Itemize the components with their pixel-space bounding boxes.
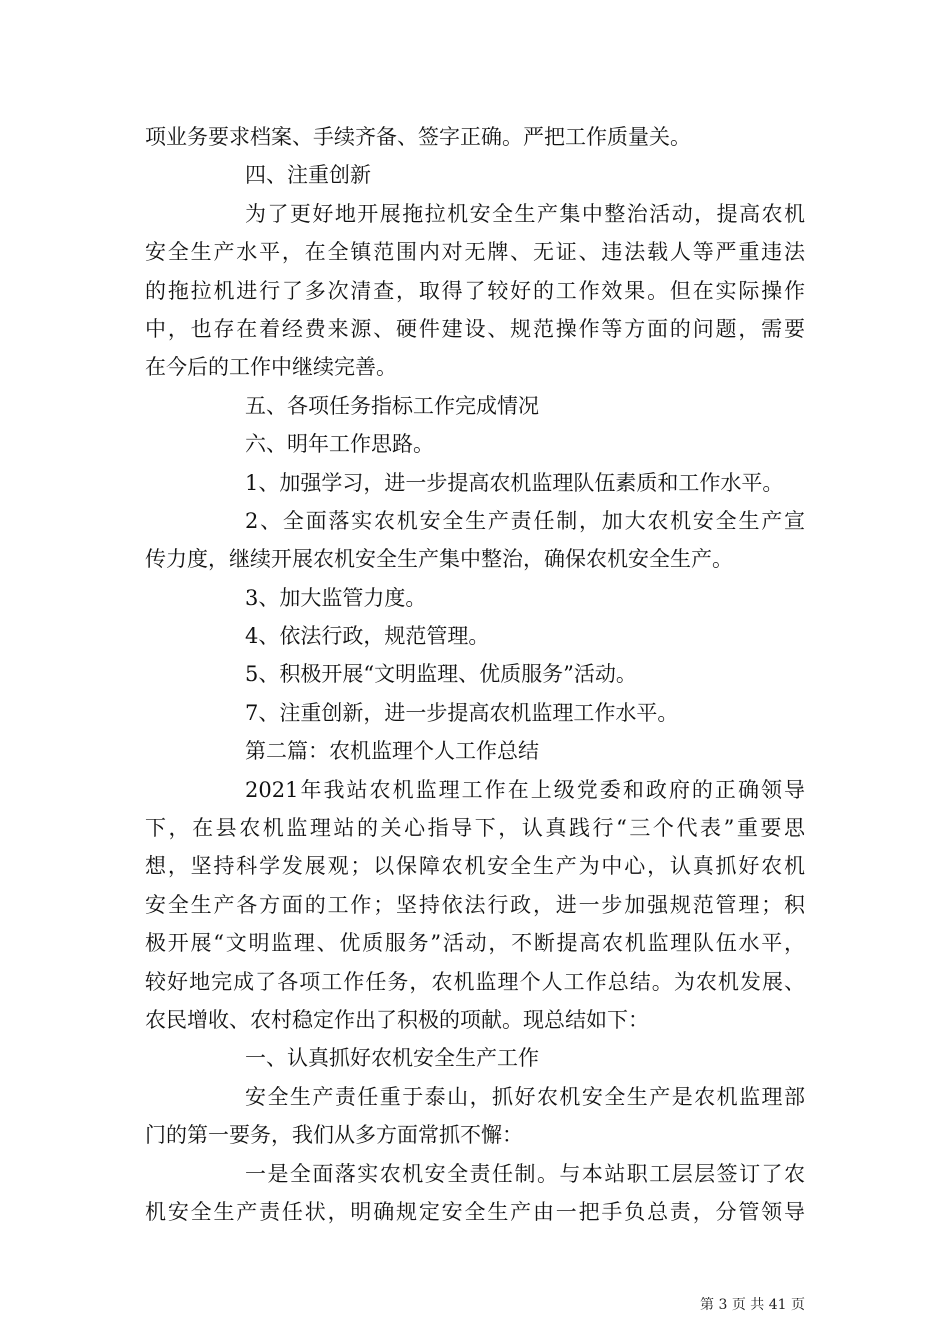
text-line: 极开展“文明监理、优质服务”活动，不断提高农机监理队伍水平， [145, 931, 805, 956]
text-line: 的拖拉机进行了多次清查，取得了较好的工作效果。但在实际操作 [145, 278, 805, 303]
list-item: 5、积极开展“文明监理、优质服务”活动。 [245, 662, 637, 687]
text-line: 一是全面落实农机安全责任制。与本站职工层层签订了农 [245, 1161, 805, 1186]
text-line: 想，坚持科学发展观；以保障农机安全生产为中心，认真抓好农机 [145, 854, 805, 879]
list-item: 1、加强学习，进一步提高农机监理队伍素质和工作水平。 [245, 470, 784, 495]
text-line: 机安全生产责任状，明确规定安全生产由一把手负总责，分管领导 [145, 1199, 805, 1224]
list-item: 3、加大监管力度。 [245, 585, 427, 610]
text-line: 门的第一要务，我们从多方面常抓不懈： [145, 1123, 523, 1148]
list-item: 2、全面落实农机安全生产责任制，加大农机安全生产宣 [245, 508, 805, 533]
section-heading: 五、各项任务指标工作完成情况 [245, 393, 539, 418]
list-item: 7、注重创新，进一步提高农机监理工作水平。 [245, 700, 679, 725]
section-heading: 四、注重创新 [245, 163, 371, 188]
text-line: 传力度，继续开展农机安全生产集中整治，确保农机安全生产。 [145, 547, 733, 572]
text-line: 项业务要求档案、手续齐备、签字正确。严把工作质量关。 [145, 125, 691, 149]
text-line: 安全生产水平，在全镇范围内对无牌、无证、违法载人等严重违法 [145, 240, 805, 265]
text-line: 在今后的工作中继续完善。 [145, 355, 397, 380]
text-line: 较好地完成了各项工作任务，农机监理个人工作总结。为农机发展、 [145, 969, 805, 994]
page-number: 第 3 页 共 41 页 [700, 1297, 805, 1313]
chapter-heading: 第二篇：农机监理个人工作总结 [245, 739, 539, 764]
text-line: 2021年我站农机监理工作在上级党委和政府的正确领导 [245, 777, 805, 802]
text-line: 中，也存在着经费来源、硬件建设、规范操作等方面的问题，需要 [145, 316, 805, 341]
list-item: 4、依法行政，规范管理。 [245, 624, 490, 649]
section-heading: 一、认真抓好农机安全生产工作 [245, 1046, 539, 1071]
document-body [145, 118, 805, 1231]
text-line: 下，在县农机监理站的关心指导下，认真践行“三个代表”重要思 [145, 816, 805, 841]
text-line: 为了更好地开展拖拉机安全生产集中整治活动，提高农机 [245, 201, 805, 226]
section-heading: 六、明年工作思路。 [245, 432, 434, 457]
text-line: 农民增收、农村稳定作出了积极的项献。现总结如下： [145, 1007, 649, 1032]
text-line: 安全生产各方面的工作；坚持依法行政，进一步加强规范管理；积 [145, 892, 805, 917]
text-line: 安全生产责任重于泰山，抓好农机安全生产是农机监理部 [245, 1084, 805, 1109]
